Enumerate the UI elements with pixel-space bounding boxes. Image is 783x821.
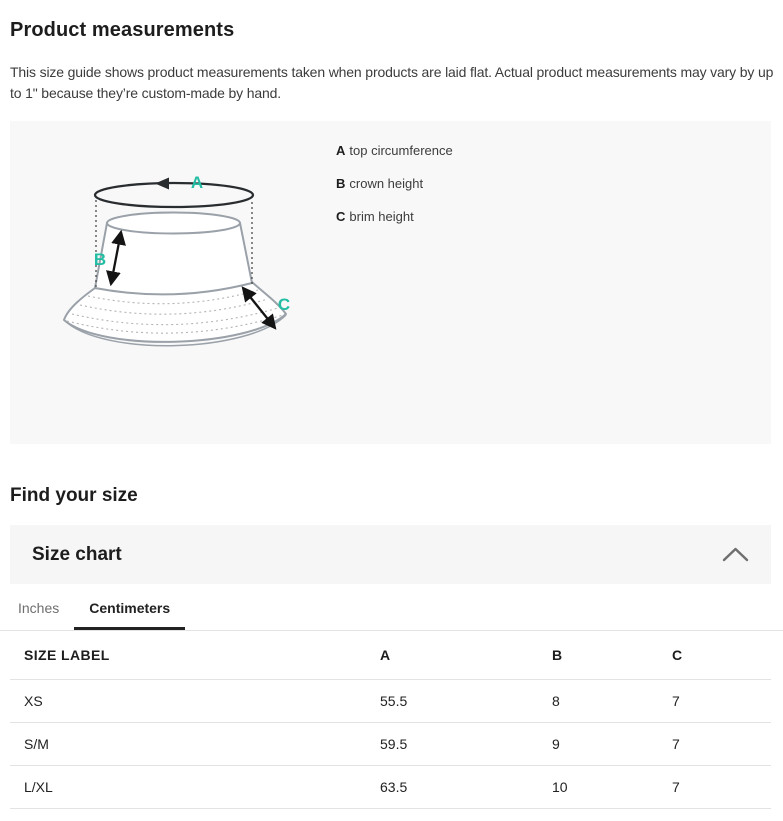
- size-chart-title: Size chart: [32, 543, 122, 565]
- page-title: Product measurements: [10, 19, 235, 42]
- size-table-header-row: [10, 631, 771, 680]
- tab-inches-label: Inches: [18, 599, 60, 616]
- table-row-lxl: [10, 766, 771, 809]
- tab-centimeters[interactable]: [74, 585, 185, 630]
- legend-label-c: brim height: [349, 209, 414, 224]
- size-chart-accordion-header[interactable]: [10, 525, 771, 584]
- cell-a: 63.5: [380, 779, 408, 795]
- legend-label-a: top circumference: [349, 143, 453, 158]
- tab-inches[interactable]: [3, 585, 74, 630]
- diagram-legend: [336, 144, 453, 243]
- tab-centimeters-label: Centimeters: [89, 599, 171, 616]
- legend-item-b: [336, 177, 453, 190]
- size-table: [10, 631, 771, 809]
- legend-key-b: B: [336, 176, 346, 191]
- cell-size: XS: [24, 693, 43, 709]
- measurement-diagram-panel: [10, 121, 771, 444]
- column-header-size-label: SIZE LABEL: [24, 647, 110, 663]
- table-row-xs: [10, 680, 771, 723]
- legend-label-b: crown height: [349, 176, 424, 191]
- cell-b: 9: [552, 736, 560, 752]
- column-header-a: A: [380, 647, 391, 663]
- chevron-up-icon[interactable]: [722, 547, 749, 562]
- marker-c-label: C: [277, 295, 291, 314]
- cell-b: 8: [552, 693, 560, 709]
- legend-key-c: C: [336, 209, 346, 224]
- cell-size: L/XL: [24, 779, 53, 795]
- page-description: This size guide shows product measurements taken when products are laid flat. Actual product measurements may vary by up to 1" because they’re custom-made by hand.: [10, 64, 774, 101]
- marker-a-label: A: [190, 173, 204, 192]
- cell-b: 10: [552, 779, 568, 795]
- legend-key-a: A: [336, 143, 346, 158]
- unit-tabs: [0, 585, 783, 631]
- cell-a: 59.5: [380, 736, 408, 752]
- bucket-hat-diagram: [62, 168, 302, 354]
- legend-item-a: [336, 144, 453, 157]
- top-circumference-ellipse: [95, 183, 253, 207]
- column-header-b: B: [552, 647, 563, 663]
- circumference-arrowhead: [155, 178, 169, 190]
- find-your-size-heading: Find your size: [10, 484, 138, 506]
- table-row-sm: [10, 723, 771, 766]
- cell-c: 7: [672, 736, 680, 752]
- cell-c: 7: [672, 693, 680, 709]
- cell-a: 55.5: [380, 693, 408, 709]
- cell-size: S/M: [24, 736, 49, 752]
- cell-c: 7: [672, 779, 680, 795]
- marker-b-label: B: [93, 250, 107, 269]
- hat-crown-top: [107, 213, 240, 234]
- column-header-c: C: [672, 647, 683, 663]
- legend-item-c: [336, 210, 453, 223]
